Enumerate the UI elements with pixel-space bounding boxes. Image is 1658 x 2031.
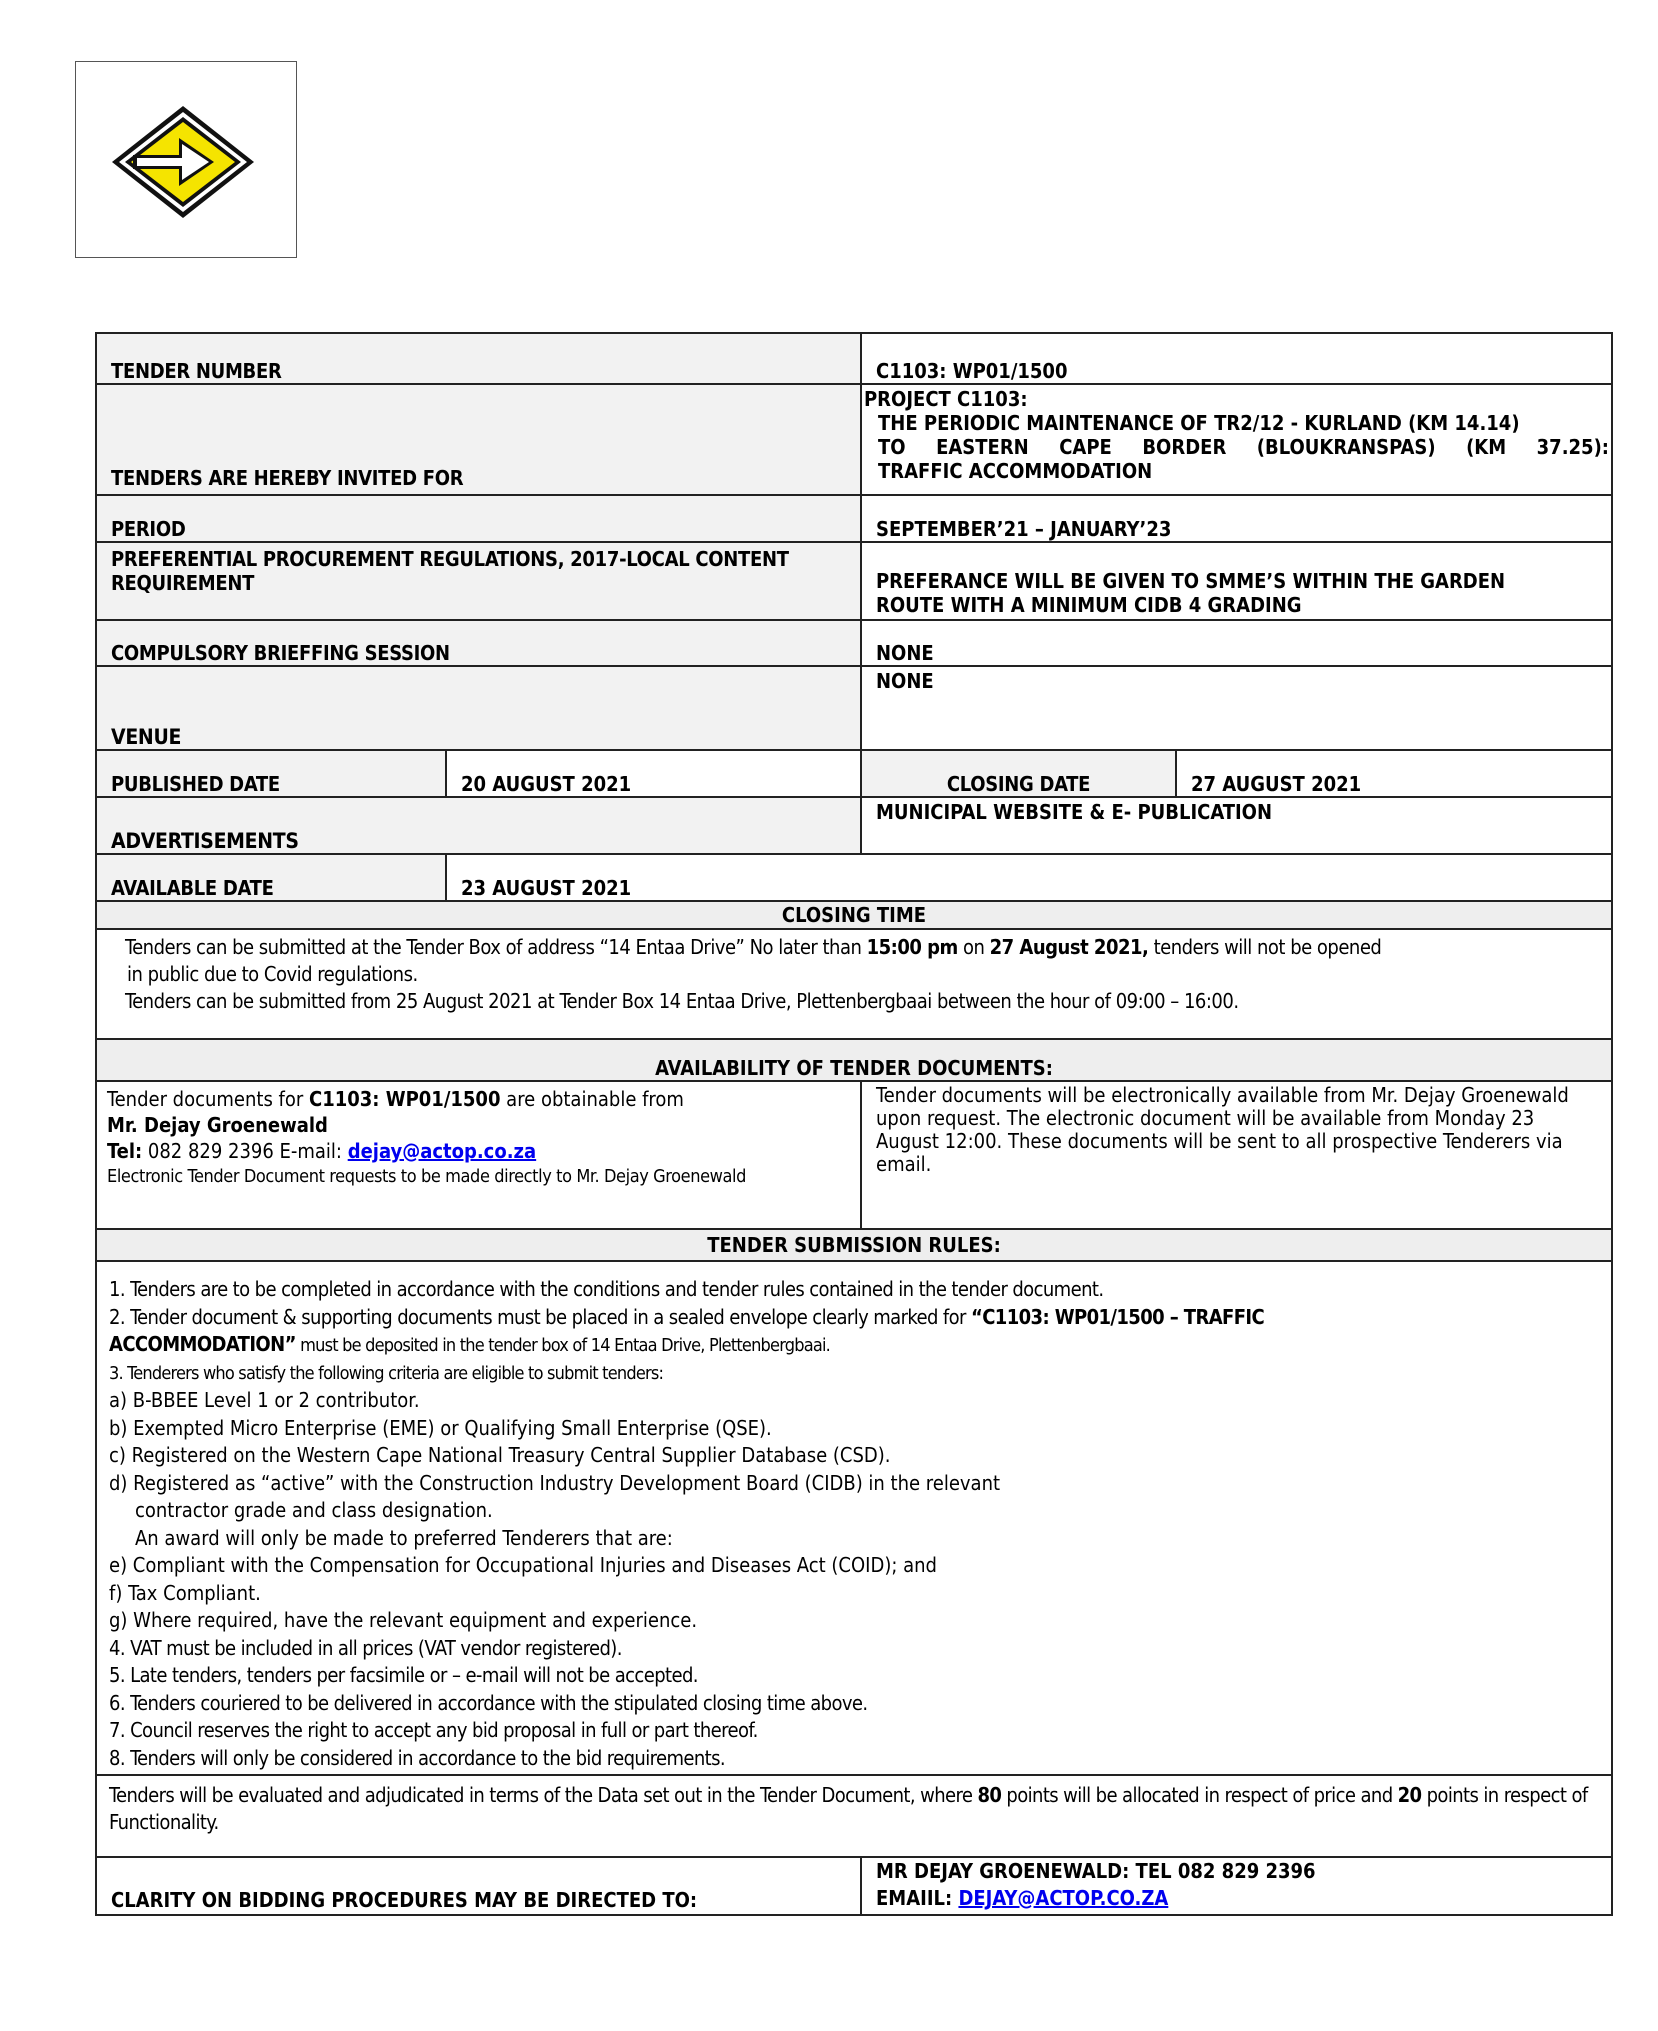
- clarity-contact-line: MR DEJAY GROENEWALD: TEL 082 829 2396: [876, 1859, 1316, 1883]
- preferential-label-line-1: PREFERENTIAL PROCUREMENT REGULATIONS, 2017-LOCAL CONTENT: [111, 547, 789, 571]
- criteria-f: f) Tax Compliant.: [109, 1580, 261, 1605]
- advertisements-label: ADVERTISEMENTS: [96, 797, 861, 854]
- tel-label: Tel:: [107, 1139, 143, 1163]
- project-description: [861, 384, 1612, 495]
- rule-5: 5. Late tenders, tenders per facsimile or – e-mail will not be accepted.: [109, 1663, 698, 1687]
- tender-code: C1103: WP01/1500: [309, 1087, 501, 1111]
- row-preferential: [96, 542, 1612, 620]
- row-briefing: [96, 620, 1612, 666]
- diamond-arrow-right-icon: [96, 82, 276, 242]
- closing-line-3: Tenders can be submitted from 25 August 2021 at Tender Box 14 Entaa Drive, Plettenbergbaai between the hour of 09:00 – 16:00.: [125, 989, 1239, 1013]
- rule-2-marking-cont: ACCOMMODATION”: [109, 1332, 296, 1356]
- row-closing-time-header: [96, 901, 1612, 929]
- criteria-a: a) B-BBEE Level 1 or 2 contributor.: [109, 1388, 420, 1412]
- closing-time-body: [96, 929, 1612, 1039]
- rule-2: [109, 1304, 1603, 1332]
- published-date-value: 20 AUGUST 2021: [446, 750, 861, 797]
- submission-header: TENDER SUBMISSION RULES:: [96, 1229, 1612, 1261]
- row-submission-rules: [96, 1261, 1612, 1775]
- email-link[interactable]: dejay@actop.co.za: [347, 1139, 537, 1163]
- evaluation-text-part: Tenders will be evaluated and adjudicated in terms of the Data set out in the Tender Document, where: [109, 1783, 978, 1807]
- advertisements-value: MUNICIPAL WEBSITE & E- PUBLICATION: [861, 797, 1612, 854]
- row-tender-number: [96, 333, 1612, 384]
- availability-intro: [107, 1086, 850, 1112]
- rule-2-text-cont: must be deposited in the tender box of 14 Entaa Drive, Plettenbergbaai.: [295, 1335, 830, 1356]
- tel-value: 082 829 2396 E-mail:: [142, 1139, 348, 1163]
- rule-2-text: 2. Tender document & supporting documents must be placed in a sealed envelope clearly marked for: [109, 1304, 971, 1329]
- award-note: An award will only be made to preferred Tenderers that are:: [135, 1525, 673, 1550]
- availability-right: Tender documents will be electronically available from Mr. Dejay Groenewald upon request. The electronic document will be available from Monday 23 August 12:00. These documents will be sent to all prospective Tenderers via email.: [861, 1081, 1612, 1229]
- project-heading: PROJECT C1103:: [864, 387, 1028, 411]
- criteria-g: g) Where required, have the relevant equipment and experience.: [109, 1608, 698, 1632]
- published-date-label: PUBLISHED DATE: [96, 750, 446, 797]
- functionality-points: 20: [1397, 1783, 1422, 1807]
- clarity-label: CLARITY ON BIDDING PROCEDURES MAY BE DIRECTED TO:: [96, 1857, 861, 1915]
- row-closing-time-body: [96, 929, 1612, 1039]
- clarity-contact: [861, 1857, 1612, 1915]
- project-line-1: THE PERIODIC MAINTENANCE OF TR2/12 - KURLAND (KM 14.14): [878, 411, 1520, 435]
- contact-name: Mr. Dejay Groenewald: [107, 1113, 328, 1137]
- closing-text: tenders will not be opened: [1148, 935, 1382, 959]
- availability-header: AVAILABILITY OF TENDER DOCUMENTS:: [96, 1039, 1612, 1081]
- venue-label: VENUE: [96, 666, 861, 750]
- briefing-label: COMPULSORY BRIEFFING SESSION: [96, 620, 861, 666]
- closing-text: on: [957, 935, 990, 959]
- period-label: PERIOD: [96, 495, 861, 542]
- criteria-d: d) Registered as “active” with the Construction Industry Development Board (CIDB) in the relevant: [109, 1470, 1001, 1495]
- closing-date-value: 27 AUGUST 2021: [1176, 750, 1612, 797]
- row-invited-for: [96, 384, 1612, 495]
- closing-line-1: [125, 934, 1597, 961]
- period-value: SEPTEMBER’21 – JANUARY’23: [861, 495, 1612, 542]
- preferential-value: [861, 542, 1612, 620]
- row-dates: [96, 750, 1612, 797]
- price-points: 80: [977, 1783, 1002, 1807]
- available-date-label: AVAILABLE DATE: [96, 854, 446, 901]
- closing-date-label: CLOSING DATE: [861, 750, 1176, 797]
- evaluation-text-part: points in respect of Functionality.: [109, 1783, 1588, 1834]
- row-period: [96, 495, 1612, 542]
- project-line-2: TO EASTERN CAPE BORDER (BLOUKRANSPAS) (KM 37.25):: [878, 435, 1609, 459]
- row-availability-body: [96, 1081, 1612, 1229]
- rule-4: 4. VAT must be included in all prices (VAT vendor registered).: [109, 1635, 622, 1660]
- criteria-d-cont: contractor grade and class designation.: [135, 1498, 493, 1522]
- availability-text: are obtainable from: [500, 1087, 684, 1111]
- closing-line-2: in public due to Covid regulations.: [127, 962, 418, 986]
- row-venue: [96, 666, 1612, 750]
- rule-7: 7. Council reserves the right to accept any bid proposal in full or part thereof.: [109, 1718, 758, 1742]
- criteria-e: e) Compliant with the Compensation for Occupational Injuries and Diseases Act (COID); and: [109, 1553, 937, 1577]
- closing-time-header: CLOSING TIME: [96, 901, 1612, 929]
- available-date-value: 23 AUGUST 2021: [446, 854, 1612, 901]
- rule-2-marking: “C1103: WP01/1500 – TRAFFIC: [970, 1304, 1265, 1329]
- preferential-value-line-2: ROUTE WITH A MINIMUM CIDB 4 GRADING: [876, 593, 1302, 617]
- availability-text: Tender documents for: [107, 1087, 309, 1111]
- clarity-email-line: [876, 1885, 1597, 1912]
- closing-time-value: 15:00 pm: [866, 935, 958, 959]
- preferential-label: [96, 542, 861, 620]
- preferential-value-line-1: PREFERANCE WILL BE GIVEN TO SMME’S WITHIN THE GARDEN: [876, 569, 1506, 593]
- project-line-3: TRAFFIC ACCOMMODATION: [878, 459, 1153, 483]
- contact-tel-email: [107, 1138, 850, 1164]
- row-available-date: [96, 854, 1612, 901]
- tender-number-value: C1103: WP01/1500: [861, 333, 1612, 384]
- row-evaluation: [96, 1775, 1612, 1857]
- closing-text: Tenders can be submitted at the Tender Box of address “14 Entaa Drive” No later than: [125, 935, 867, 959]
- invited-for-label: TENDERS ARE HEREBY INVITED FOR: [96, 384, 861, 495]
- availability-left: [96, 1081, 861, 1229]
- tender-number-label: TENDER NUMBER: [96, 333, 861, 384]
- rule-1: 1. Tenders are to be completed in accordance with the conditions and tender rules contained in the tender document.: [109, 1277, 1104, 1301]
- row-clarity: [96, 1857, 1612, 1915]
- venue-value: NONE: [861, 666, 1612, 750]
- clarity-email-link[interactable]: DEJAY@ACTOP.CO.ZA: [958, 1886, 1169, 1910]
- preferential-label-line-2: REQUIREMENT: [111, 571, 255, 595]
- rule-2-cont: [109, 1331, 1603, 1360]
- closing-date-inline: 27 August 2021,: [989, 935, 1149, 959]
- criteria-b: b) Exempted Micro Enterprise (EME) or Qualifying Small Enterprise (QSE).: [109, 1415, 772, 1440]
- evaluation-text: [96, 1775, 1612, 1857]
- evaluation-text-part: points will be allocated in respect of price and: [1001, 1783, 1398, 1807]
- row-submission-header: [96, 1229, 1612, 1261]
- briefing-value: NONE: [861, 620, 1612, 666]
- row-advertisements: [96, 797, 1612, 854]
- clarity-email-label: EMAIIL:: [876, 1886, 959, 1910]
- rule-3: 3. Tenderers who satisfy the following criteria are eligible to submit tenders:: [109, 1362, 664, 1384]
- electronic-request-note: Electronic Tender Document requests to be made directly to Mr. Dejay Groenewald: [107, 1166, 747, 1187]
- row-availability-header: [96, 1039, 1612, 1081]
- logo: [75, 61, 297, 258]
- criteria-c: c) Registered on the Western Cape National Treasury Central Supplier Database (CSD).: [109, 1443, 891, 1467]
- submission-rules: [96, 1261, 1612, 1775]
- tender-notice-table: [95, 332, 1613, 1916]
- rule-8: 8. Tenders will only be considered in accordance to the bid requirements.: [109, 1745, 726, 1770]
- rule-6: 6. Tenders couriered to be delivered in accordance with the stipulated closing time above.: [109, 1690, 868, 1715]
